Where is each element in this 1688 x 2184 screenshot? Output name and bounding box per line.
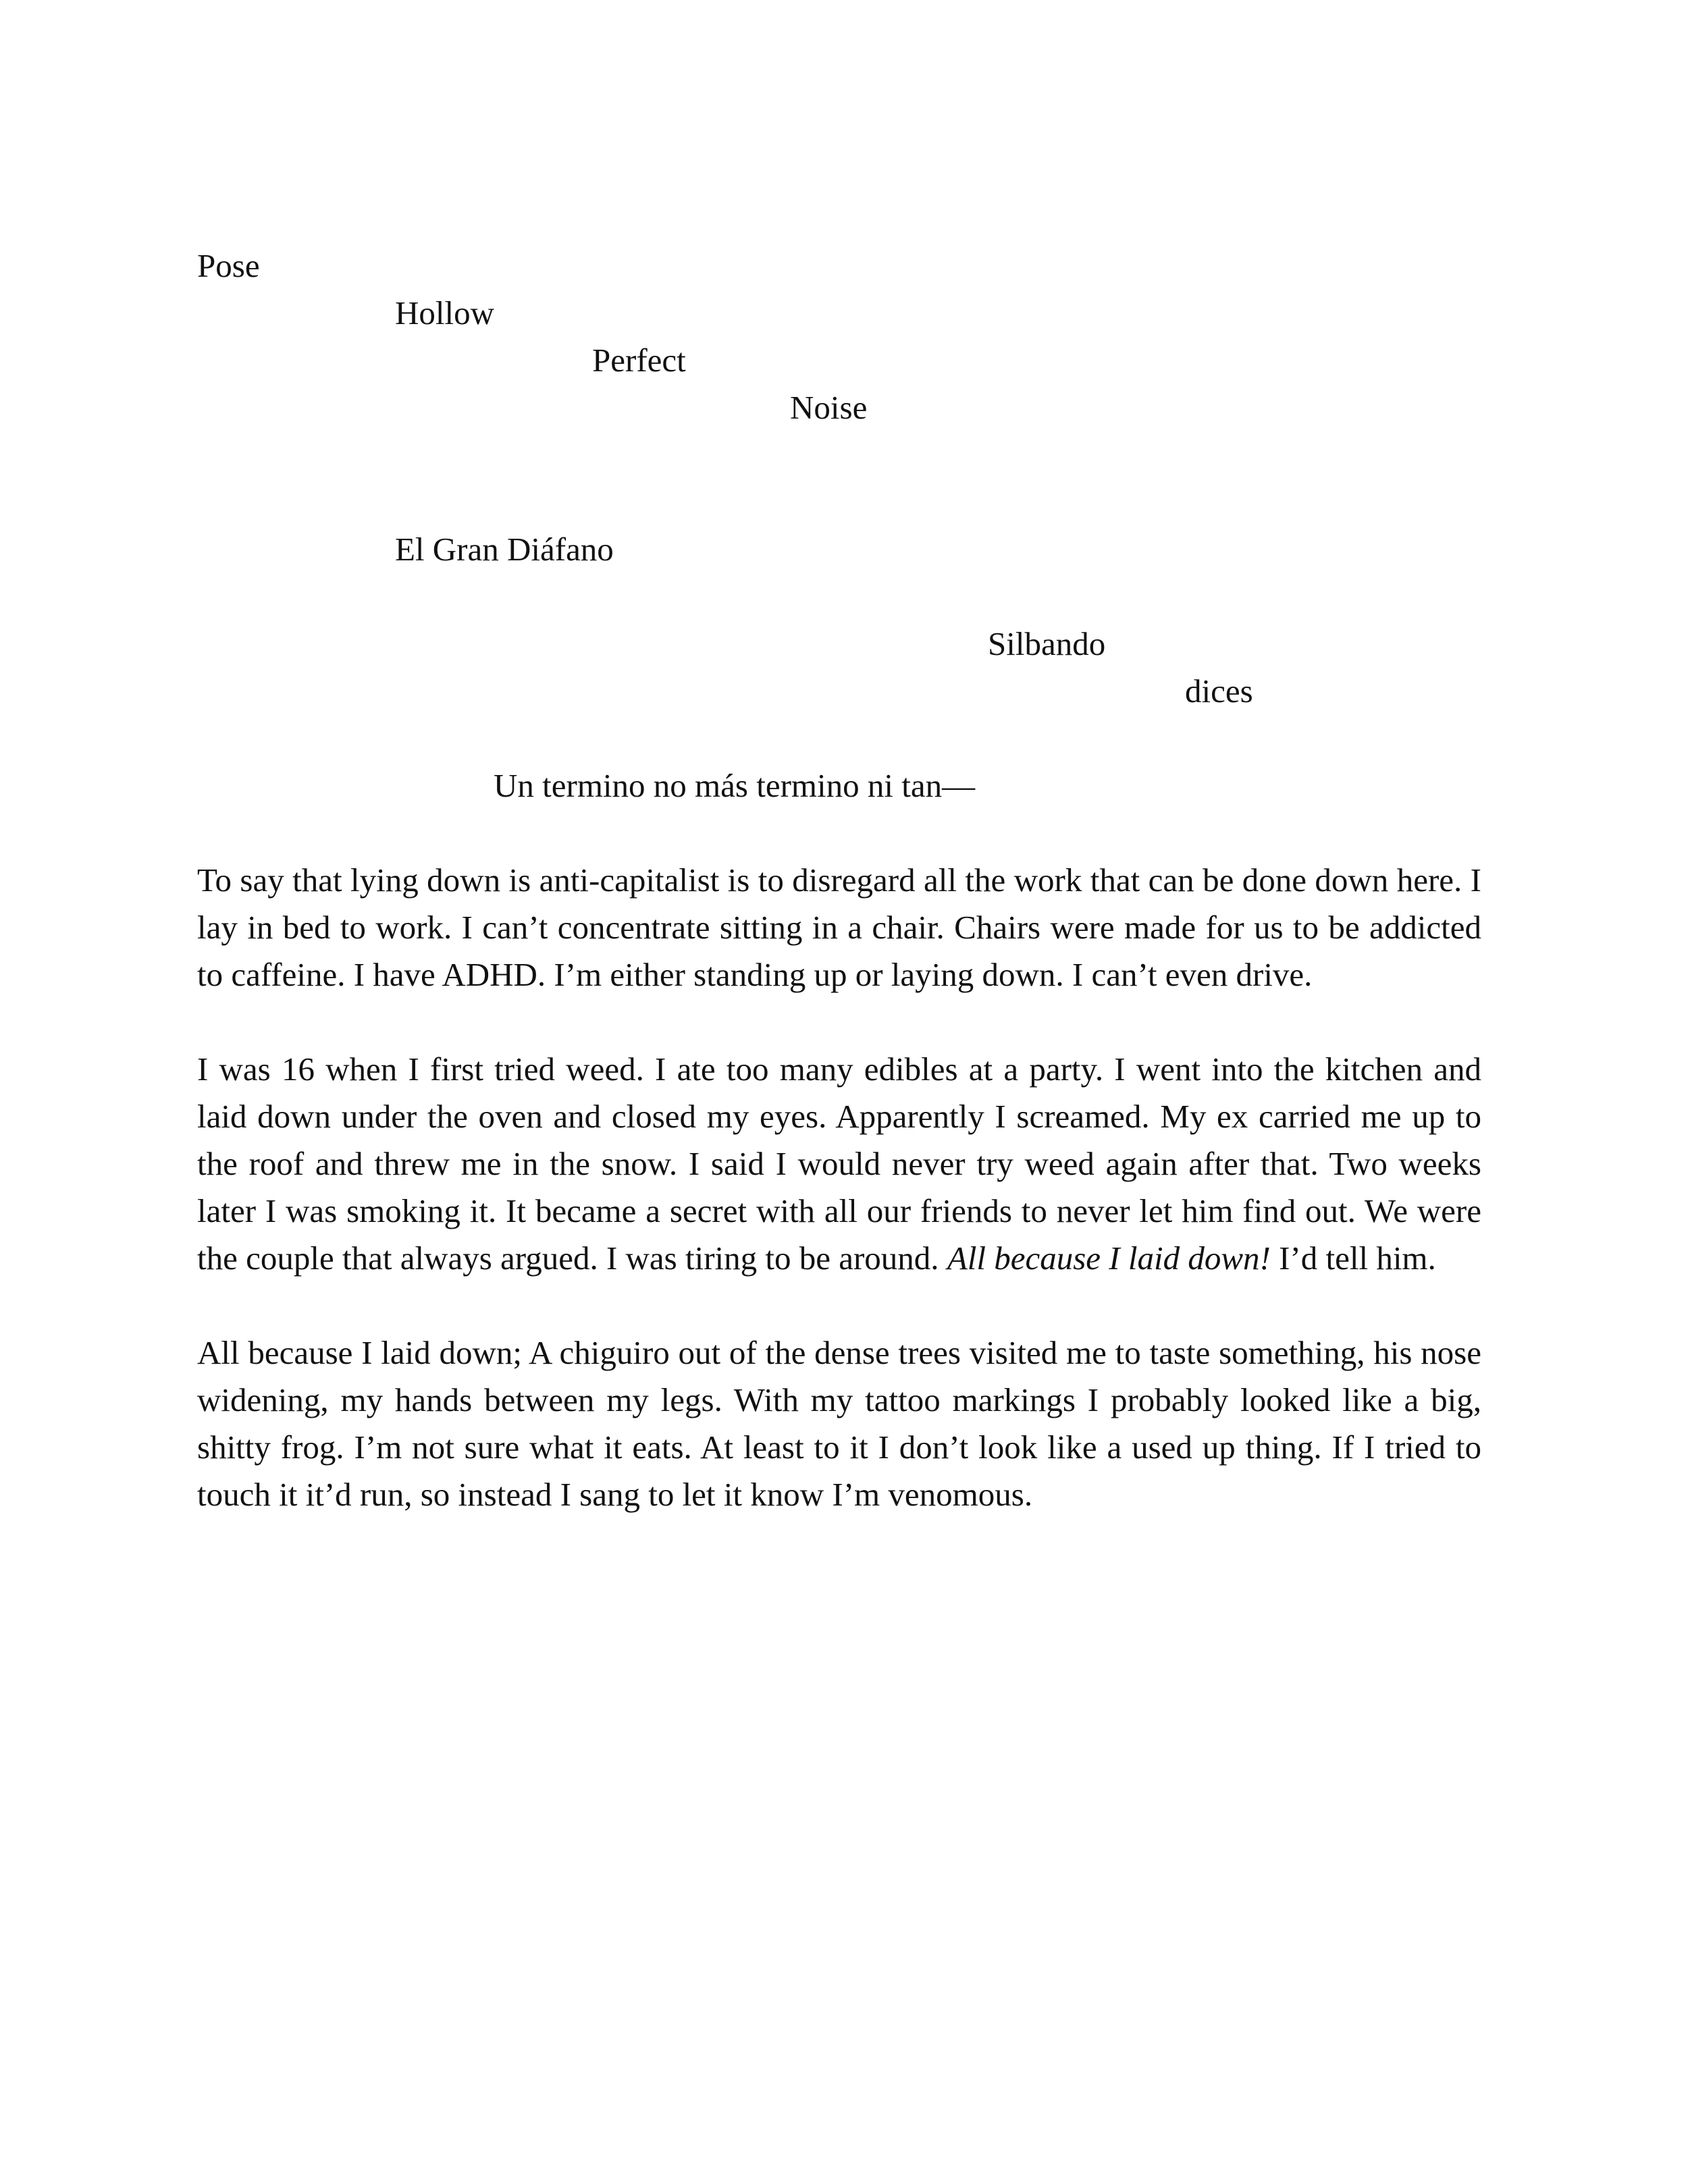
poem-line-un-termino: Un termino no más termino ni tan—: [494, 767, 976, 804]
paragraph-1: To say that lying down is anti-capitalist is to disregard all the work that can be done down here. I lay in bed to work. I can’t concentrate sitting in a chair. Chairs were made for us to be addicted to caffeine. I have ADHD. I’m either standing up or laying down. I can’t even drive.: [197, 861, 1481, 993]
poem-line-perfect: Perfect: [592, 342, 686, 379]
paragraph-2: [197, 1046, 1481, 1282]
paragraph-3: All because I laid down; A chiguiro out of the dense trees visited me to taste something, his nose widening, my hands between my legs. With my tattoo markings I probably looked like a big, shitty frog. I’m not sure what it eats. At least to it I don’t look like a used up thing. If I tried to touch it it’d run, so instead I sang to let it know I’m venomous.: [197, 1334, 1481, 1513]
poem-line-silbando: Silbando: [988, 625, 1106, 662]
paragraph-2-text-end: I’d tell him.: [1270, 1240, 1436, 1277]
poem-line-pose: Pose: [197, 247, 260, 284]
poem-line-noise: Noise: [790, 389, 868, 426]
poem-line-hollow: Hollow: [395, 294, 494, 331]
poem-line-el-gran-diafano: El Gran Diáfano: [395, 531, 614, 568]
paragraph-2-italic: All because I laid down!: [947, 1240, 1271, 1277]
paragraph-2-text-start: I was 16 when I first tried weed. I ate too many edibles at a party. I went into the kitchen and laid down under the oven and closed my eyes. Apparently I screamed. My ex carried me up to the roof and threw me in the snow. I said I would never try weed again after that. Two weeks later I was smoking it. It became a secret with all our friends to never let him find out. We were the couple that always argued. I was tiring to be around.: [197, 1050, 1481, 1277]
poem-line-dices: dices: [1185, 672, 1253, 710]
